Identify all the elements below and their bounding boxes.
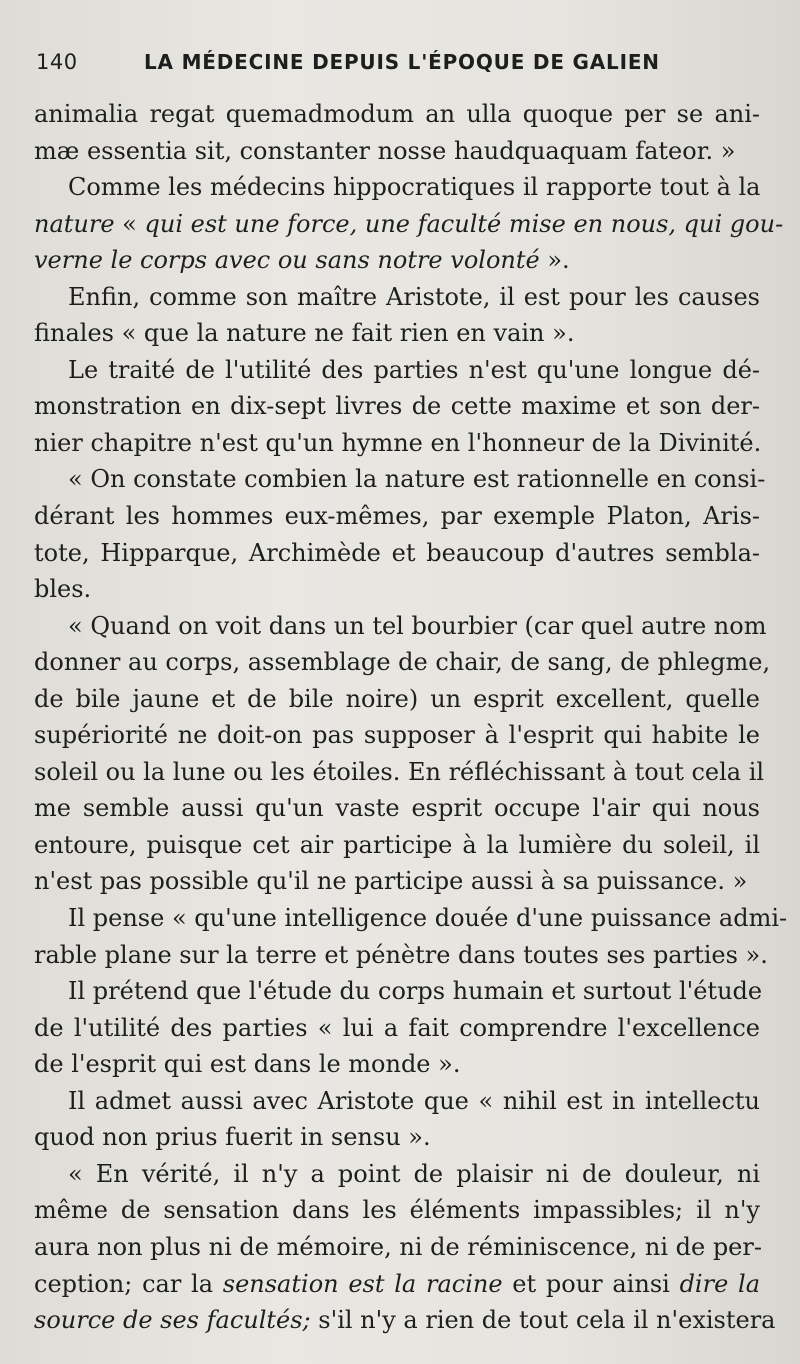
text-segment: finales « que la nature ne fait rien en vain ». bbox=[34, 319, 575, 348]
text-segment: mæ essentia sit, constanter nosse haudquaquam fateor. » bbox=[34, 136, 736, 165]
text-line bbox=[34, 827, 760, 864]
italic-text-segment: nature bbox=[34, 209, 115, 238]
text-segment: « En vérité, il n'y a point de plaisir ni de douleur, ni bbox=[68, 1159, 760, 1188]
italic-text-segment: sensation est la racine bbox=[222, 1269, 503, 1298]
text-line bbox=[34, 790, 760, 827]
page-header bbox=[36, 46, 766, 86]
text-line bbox=[34, 937, 768, 974]
text-segment: monstration en dix-sept livres de cette maxime et son der- bbox=[34, 392, 760, 421]
text-segment: supériorité ne doit-on pas supposer à l'esprit qui habite le bbox=[34, 721, 760, 750]
text-segment: entoure, puisque cet air participe à la lumière du soleil, il bbox=[34, 830, 760, 859]
text-segment: donner au corps, assemblage de chair, de sang, de phlegme, bbox=[34, 648, 771, 677]
text-line bbox=[34, 644, 771, 681]
text-line bbox=[34, 754, 765, 791]
text-segment: même de sensation dans les éléments impassibles; il n'y bbox=[34, 1196, 760, 1225]
text-line bbox=[34, 1302, 776, 1339]
text-line bbox=[34, 425, 760, 462]
running-head: LA MÉDECINE DEPUIS L'ÉPOQUE DE GALIEN bbox=[144, 50, 660, 74]
text-segment: dérant les hommes eux-mêmes, par exemple Platon, Aris- bbox=[34, 502, 760, 531]
text-line bbox=[34, 535, 760, 572]
text-segment: aura non plus ni de mémoire, ni de réminiscence, ni de per- bbox=[34, 1232, 762, 1261]
text-line bbox=[34, 169, 760, 206]
text-segment: Comme les médecins hippocratiques il rapporte tout à la bbox=[68, 173, 761, 202]
text-line bbox=[34, 206, 784, 243]
body-text bbox=[34, 96, 788, 1339]
text-segment: ception; car la bbox=[34, 1269, 223, 1298]
text-line bbox=[34, 1046, 760, 1083]
text-segment: n'est pas possible qu'il ne participe aussi à sa puissance. » bbox=[34, 867, 748, 896]
text-segment: animalia regat quemadmodum an ulla quoque per se ani- bbox=[34, 100, 760, 128]
text-line bbox=[34, 1229, 760, 1266]
text-segment: et pour ainsi bbox=[502, 1269, 680, 1298]
text-segment: rable plane sur la terre et pénètre dans toutes ses parties ». bbox=[34, 940, 768, 969]
text-line bbox=[34, 571, 760, 608]
text-line bbox=[34, 498, 760, 535]
text-segment: s'il n'y a rien de tout cela il n'existera bbox=[310, 1306, 776, 1335]
text-line bbox=[34, 279, 760, 316]
text-segment: Enfin, comme son maître Aristote, il est pour les causes bbox=[68, 282, 760, 311]
text-line bbox=[34, 717, 760, 754]
text-line bbox=[34, 1119, 760, 1156]
text-line bbox=[34, 1266, 760, 1303]
text-segment: quod non prius fuerit in sensu ». bbox=[34, 1123, 431, 1152]
page-number: 140 bbox=[36, 50, 78, 74]
text-line bbox=[34, 900, 788, 937]
text-segment: tote, Hipparque, Archimède et beaucoup d'autres sembla- bbox=[34, 538, 760, 567]
text-segment: « Quand on voit dans un tel bourbier (car quel autre nom bbox=[68, 611, 767, 640]
text-line bbox=[34, 315, 760, 352]
italic-text-segment: verne le corps avec ou sans notre volonté bbox=[34, 246, 540, 275]
text-segment: Il admet aussi avec Aristote que « nihil est in intellectu bbox=[68, 1086, 760, 1115]
text-line bbox=[34, 1192, 760, 1229]
text-line bbox=[34, 242, 760, 279]
text-segment: ». bbox=[539, 246, 570, 275]
text-line bbox=[34, 1010, 760, 1047]
text-line bbox=[34, 863, 760, 900]
text-line bbox=[34, 1083, 760, 1120]
text-segment: de bile jaune et de bile noire) un esprit excellent, quelle bbox=[34, 684, 760, 713]
text-segment: Il pense « qu'une intelligence douée d'une puissance admi- bbox=[68, 904, 788, 933]
text-line bbox=[34, 608, 767, 645]
text-line bbox=[34, 681, 760, 718]
text-line bbox=[34, 133, 760, 170]
text-line bbox=[34, 96, 760, 133]
italic-text-segment: dire la bbox=[679, 1269, 761, 1298]
text-segment: nier chapitre n'est qu'un hymne en l'honneur de la Divinité. bbox=[34, 428, 762, 457]
text-segment: « bbox=[114, 209, 145, 238]
italic-text-segment: source de ses facultés; bbox=[34, 1306, 311, 1335]
text-segment: Il prétend que l'étude du corps humain et surtout l'étude bbox=[68, 977, 763, 1006]
text-segment: soleil ou la lune ou les étoiles. En réfléchissant à tout cela il bbox=[34, 757, 765, 786]
text-segment: bles. bbox=[34, 575, 92, 604]
italic-text-segment: qui est une force, une faculté mise en nous, qui gou- bbox=[144, 209, 784, 238]
text-segment: de l'esprit qui est dans le monde ». bbox=[34, 1050, 461, 1079]
text-line bbox=[34, 388, 760, 425]
text-line bbox=[34, 973, 763, 1010]
text-segment: « On constate combien la nature est rationnelle en consi- bbox=[68, 465, 766, 494]
text-line bbox=[34, 352, 760, 389]
text-line bbox=[34, 1156, 760, 1193]
text-segment: de l'utilité des parties « lui a fait comprendre l'excellence bbox=[34, 1013, 760, 1042]
text-segment: me semble aussi qu'un vaste esprit occupe l'air qui nous bbox=[34, 794, 760, 823]
text-segment: Le traité de l'utilité des parties n'est qu'une longue dé- bbox=[68, 355, 760, 384]
text-line bbox=[34, 461, 766, 498]
